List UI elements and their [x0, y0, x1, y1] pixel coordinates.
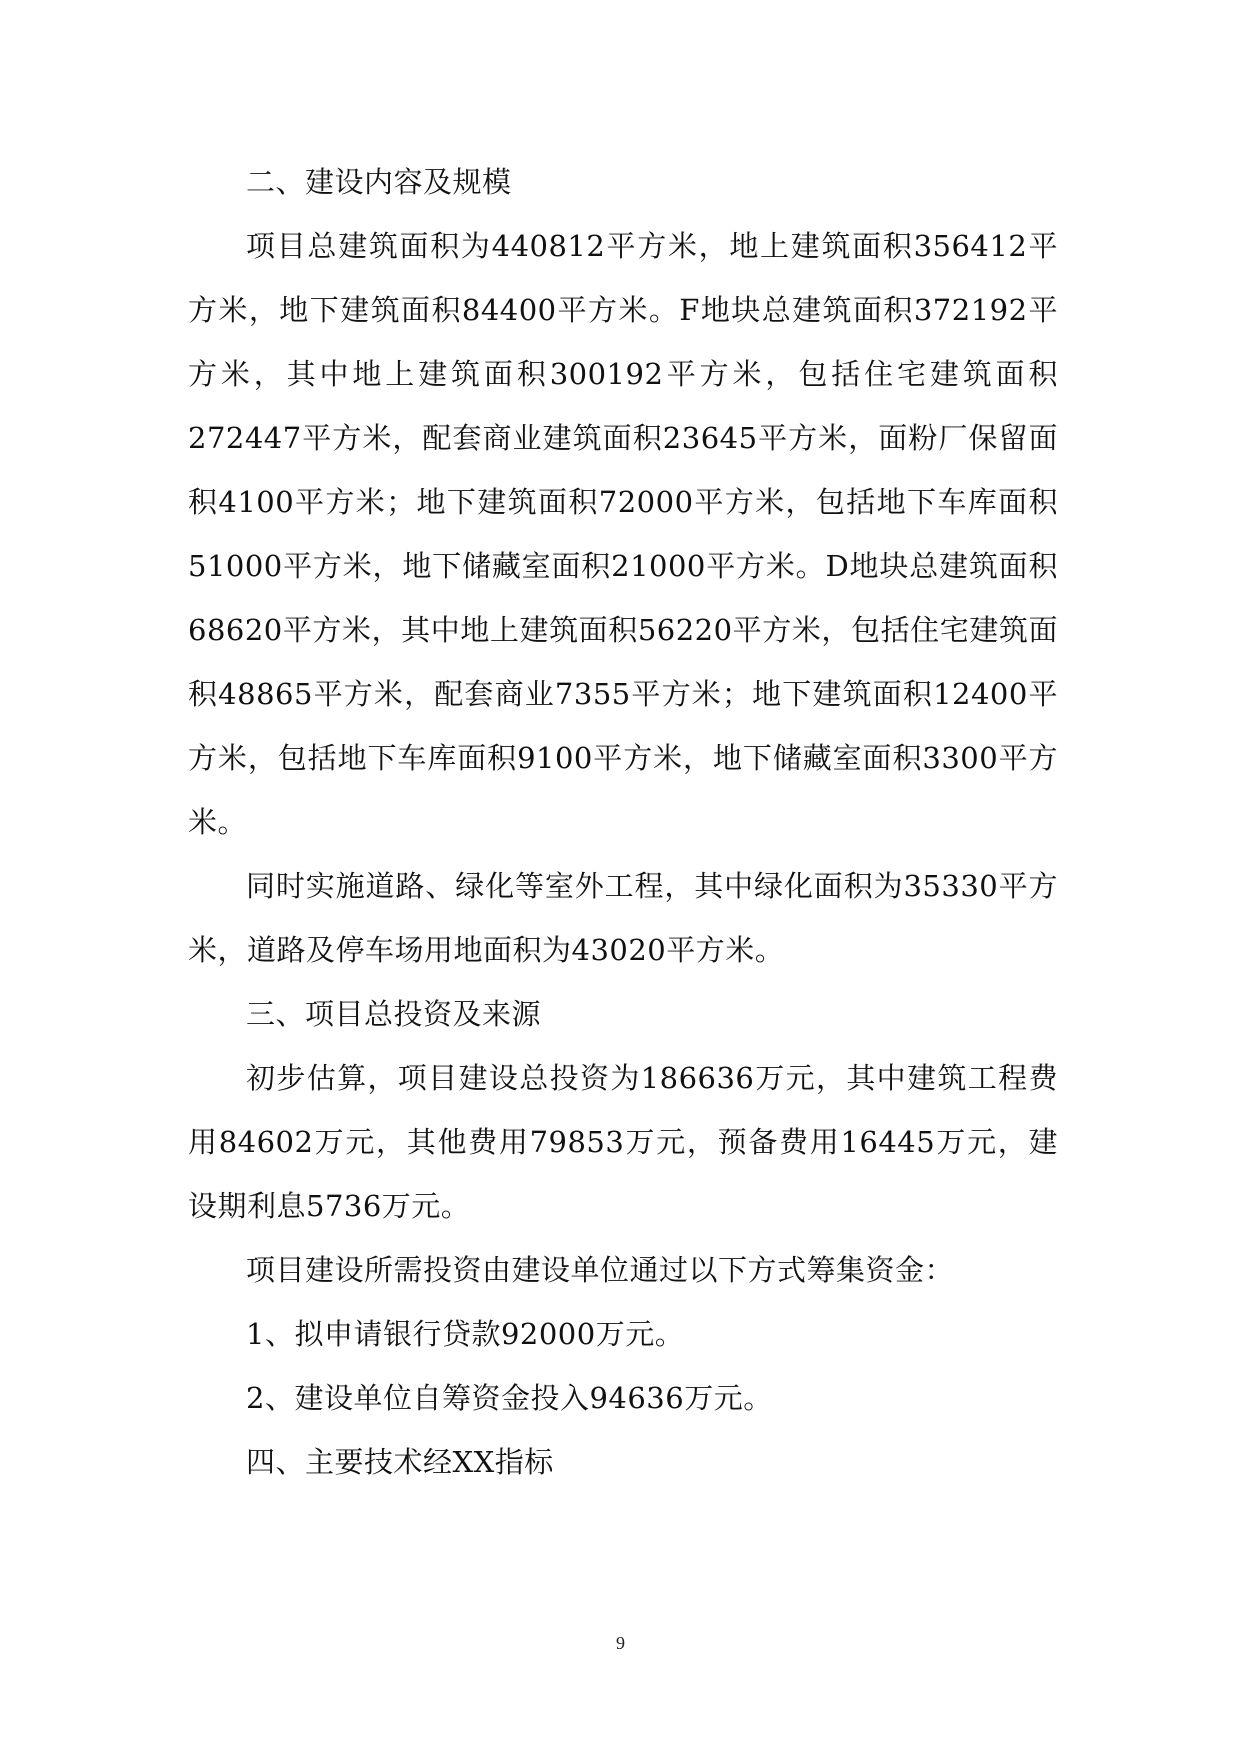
list-item-self-funding: 2、建设单位自筹资金投入94636万元。 — [246, 1381, 773, 1415]
paragraph-outdoor-works: 同时实施道路、绿化等室外工程，其中绿化面积为35330平方米，道路及停车场用地面积为43020平方米。 — [188, 869, 1058, 967]
list-item-bank-loan: 1、拟申请银行贷款92000万元。 — [246, 1317, 685, 1351]
section-heading-investment: 三、项目总投资及来源 — [246, 997, 542, 1031]
section-heading-construction-scope: 二、建设内容及规模 — [246, 165, 512, 199]
page-content — [188, 150, 1058, 1494]
page-number: 9 — [616, 1633, 625, 1653]
paragraph-funding-method: 项目建设所需投资由建设单位通过以下方式筹集资金： — [246, 1253, 955, 1287]
paragraph-investment-estimate: 初步估算，项目建设总投资为186636万元，其中建筑工程费用84602万元，其他费用79853万元，预备费用16445万元，建设期利息5736万元。 — [188, 1061, 1058, 1223]
paragraph-building-area: 项目总建筑面积为440812平方米，地上建筑面积356412平方米，地下建筑面积84400平方米。F地块总建筑面积372192平方米，其中地上建筑面积300192平方米，包括住宅建筑面积272447平方米，配套商业建筑面积23645平方米，面粉厂保留面积4100平方米；地下建筑面积72000平方米，包括地下车库面积51000平方米，地下储藏室面积21000平方米。D地块总建筑面积68620平方米，其中地上建筑面积56220平方米，包括住宅建筑面积48865平方米，配套商业7355平方米；地下建筑面积12400平方米，包括地下车库面积9100平方米，地下储藏室面积3300平方米。 — [188, 229, 1058, 839]
section-heading-technical-indicators: 四、主要技术经XX指标 — [246, 1445, 554, 1479]
